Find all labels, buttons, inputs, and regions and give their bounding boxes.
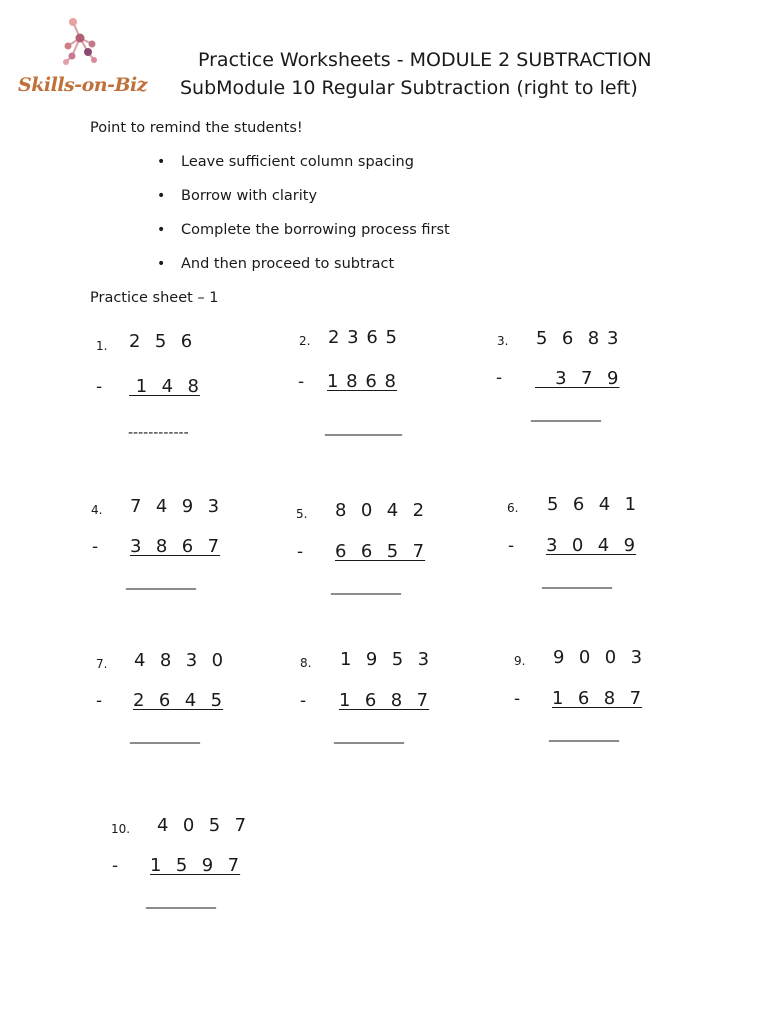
answer-line: __________ <box>146 893 216 909</box>
minuend: 2 5 6 <box>129 331 194 352</box>
problem-number: 1. <box>96 339 108 353</box>
answer-line: __________ <box>331 579 401 595</box>
minuend: 7 4 9 3 <box>130 496 221 517</box>
problem-number: 7. <box>96 657 108 671</box>
answer-line: __________ <box>549 726 619 742</box>
answer-line: __________ <box>531 406 601 422</box>
subtrahend: 3 0 4 9 <box>546 535 637 556</box>
problem-number: 4. <box>91 503 103 517</box>
subtrahend: 1 8 6 8 <box>327 371 397 392</box>
answer-line: __________ <box>130 728 200 744</box>
answer-line: __________ <box>126 574 196 590</box>
subtrahend: 1 5 9 7 <box>150 855 241 876</box>
bullet-icon: • <box>157 256 166 272</box>
subtrahend: 1 4 8 <box>129 376 200 397</box>
molecule-icon <box>18 16 148 76</box>
problem-number: 9. <box>514 654 526 668</box>
minuend: 5 6 4 1 <box>547 494 638 515</box>
reminder-point: And then proceed to subtract <box>181 256 395 272</box>
bullet-icon: • <box>157 154 166 170</box>
minus-sign: - <box>297 542 304 562</box>
page-title: Practice Worksheets - MODULE 2 SUBTRACTION <box>198 49 652 71</box>
problem-number: 5. <box>296 507 308 521</box>
minus-sign: - <box>300 691 307 711</box>
problem-number: 10. <box>111 822 131 836</box>
reminder-heading: Point to remind the students! <box>90 120 303 136</box>
minus-sign: - <box>112 856 119 876</box>
subtrahend: 6 6 5 7 <box>335 541 426 562</box>
reminder-point: Complete the borrowing process first <box>181 222 450 238</box>
subtrahend: 2 6 4 5 <box>133 690 224 711</box>
logo <box>18 16 148 100</box>
subtrahend: 3 7 9 <box>535 368 620 389</box>
minus-sign: - <box>298 372 305 392</box>
reminder-point: Leave sufficient column spacing <box>181 154 414 170</box>
minus-sign: - <box>508 536 515 556</box>
minus-sign: - <box>96 377 103 397</box>
minuend: 9 0 0 3 <box>553 647 644 668</box>
bullet-icon: • <box>157 222 166 238</box>
sheet-title: Practice sheet – 1 <box>90 290 219 306</box>
subtrahend: 3 8 6 7 <box>130 536 221 557</box>
page-subtitle: SubModule 10 Regular Subtraction (right to left) <box>180 77 638 99</box>
problem-number: 2. <box>299 334 311 348</box>
minus-sign: - <box>96 691 103 711</box>
minuend: 1 9 5 3 <box>340 649 431 670</box>
logo-text: Skills-on-Biz <box>18 74 148 96</box>
minuend: 8 0 4 2 <box>335 500 426 521</box>
minus-sign: - <box>514 689 521 709</box>
reminder-point: Borrow with clarity <box>181 188 318 204</box>
bullet-icon: • <box>157 188 166 204</box>
answer-line: __________ <box>542 573 612 589</box>
minus-sign: - <box>496 368 503 388</box>
minuend: 2 3 6 5 <box>328 327 398 348</box>
answer-line: ___________ <box>325 420 402 436</box>
problem-number: 8. <box>300 656 312 670</box>
problem-number: 6. <box>507 501 519 515</box>
minuend: 4 8 3 0 <box>134 650 225 671</box>
minuend: 4 0 5 7 <box>157 815 248 836</box>
answer-line: ------------ <box>128 425 189 441</box>
minus-sign: - <box>92 537 99 557</box>
answer-line: __________ <box>334 728 404 744</box>
problem-number: 3. <box>497 334 509 348</box>
subtrahend: 1 6 8 7 <box>552 688 643 709</box>
subtrahend: 1 6 8 7 <box>339 690 430 711</box>
minuend: 5 6 8 3 <box>536 328 620 349</box>
